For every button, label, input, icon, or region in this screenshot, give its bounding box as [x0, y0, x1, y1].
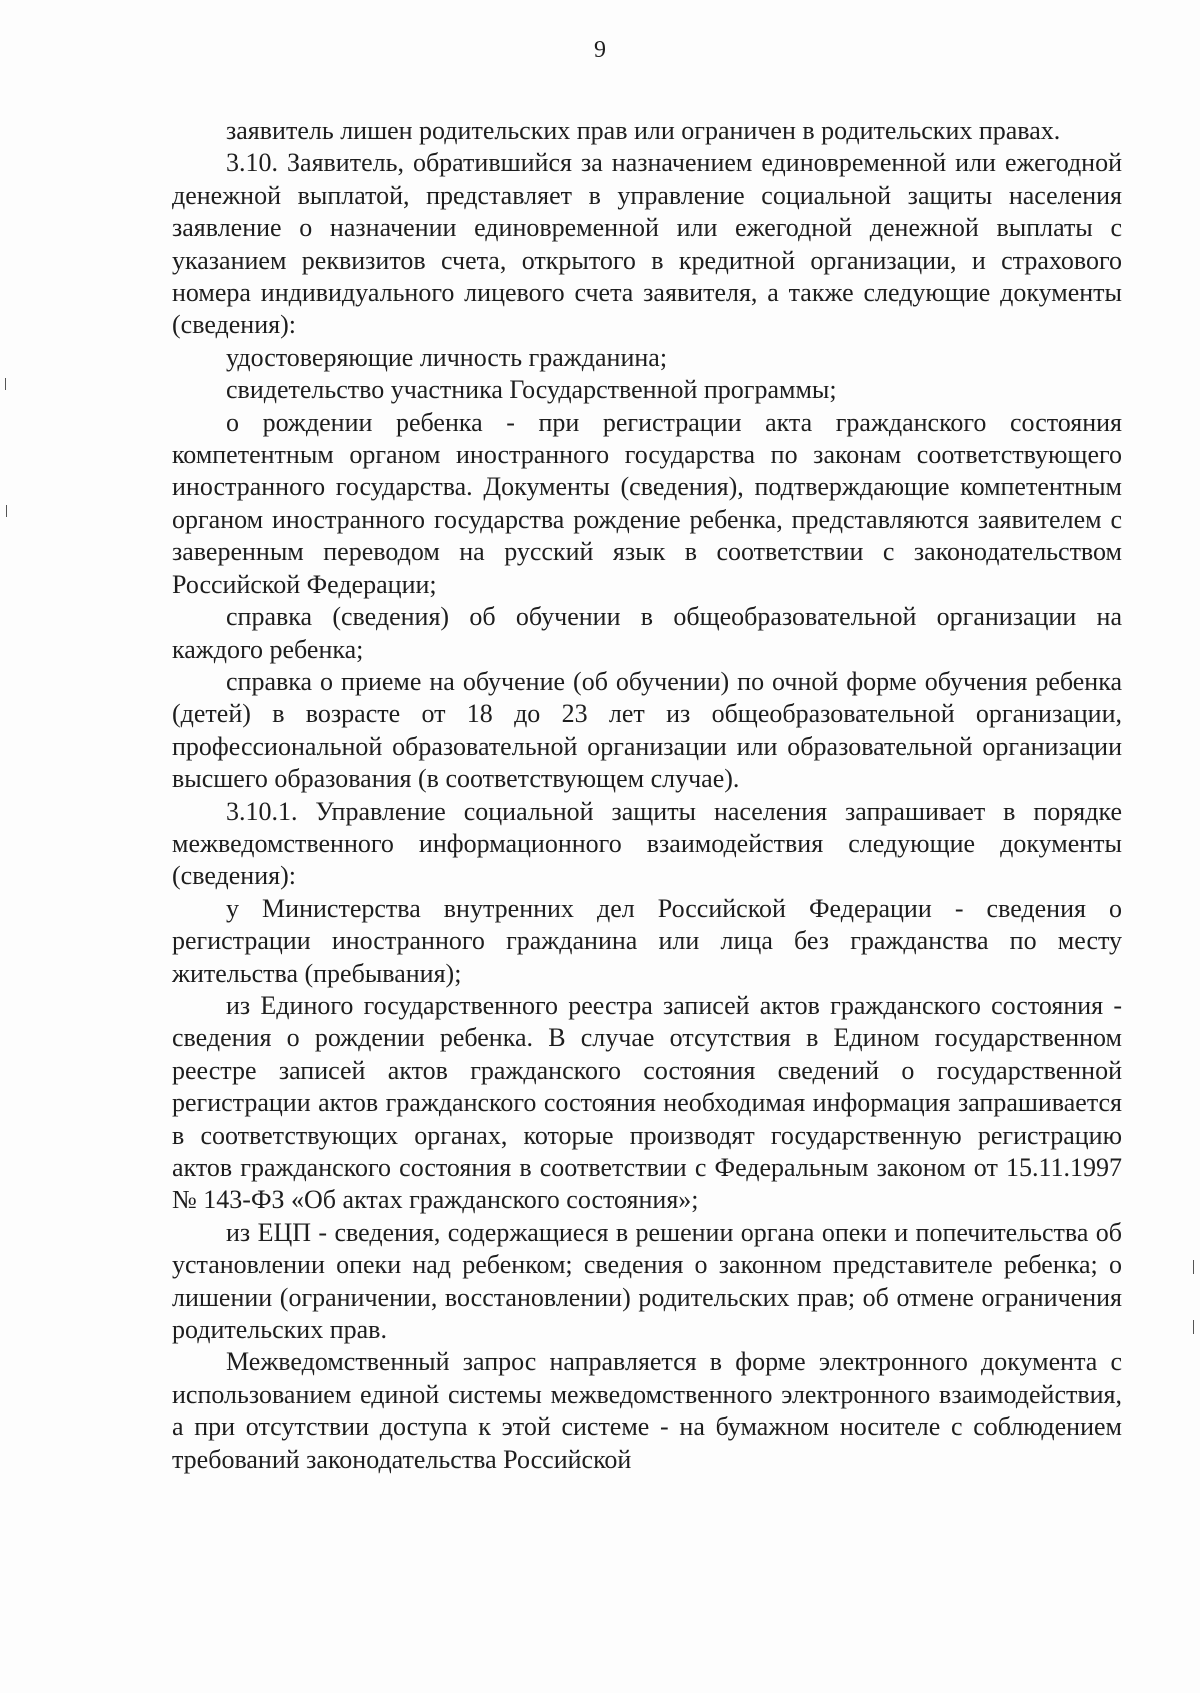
document-body	[172, 115, 1122, 1476]
list-item-certificate: свидетельство участника Государственной программы;	[226, 375, 837, 405]
paragraph-interagency-request: Межведомственный запрос направляется в форме электронного документа с использованием единой системы межведомственного электронного взаимодействия, а при отсутствии доступа к этой системе - на бумажном носителе с соблюдением требований законодательства Российской	[172, 1347, 1122, 1474]
scan-mark	[5, 378, 6, 390]
list-item-ecp: из ЕЦП - сведения, содержащиеся в решении органа опеки и попечительства об установлении опеки над ребенком; сведения о законном представителе ребенка; о лишении (ограничении, восстановлении) родительских прав; об отмене ограничения родительских прав.	[172, 1217, 1122, 1345]
paragraph-3-10-1: 3.10.1. Управление социальной защиты населения запрашивает в порядке межведомственного информационного взаимодействия следующие документы (сведения):	[172, 796, 1122, 891]
list-item-school-certificate: справка (сведения) об обучении в общеобразовательной организации на каждого ребенка;	[172, 602, 1122, 664]
list-item-birth: о рождении ребенка - при регистрации акта гражданского состояния компетентным органом иностранного государства по законам соответствующего иностранного государства. Документы (сведения), подтверждающие компетентным органом иностранного государства рождение ребенка, представляются заявителем с заверенным переводом на русский язык в соответствии с законодательством Российской Федерации;	[172, 407, 1122, 599]
paragraph-3-10: 3.10. Заявитель, обратившийся за назначением единовременной или ежегодной денежной выплатой, представляет в управление социальной защиты населения заявление о назначении единовременной или ежегодной денежной выплаты с указанием реквизитов счета, открытого в кредитной организации, и страхового номера индивидуального лицевого счета заявителя, а также следующие документы (сведения):	[172, 148, 1122, 340]
list-item-mvd: у Министерства внутренних дел Российской Федерации - сведения о регистрации иностранного гражданина или лица без гражданства по месту жительства (пребывания);	[172, 893, 1122, 988]
paragraph-continuation: заявитель лишен родительских прав или ограничен в родительских правах.	[226, 116, 1061, 145]
list-item-registry: из Единого государственного реестра записей актов гражданского состояния - сведения о рождении ребенка. В случае отсутствия в Едином государственном реестре записей актов гражданского состояния сведений о государственной регистрации актов гражданского состояния необходимая информация запрашивается в соответствующих органах, которые производят государственную регистрацию актов гражданского состояния в соответствии с Федеральным законом от 15.11.1997 № 143-ФЗ «Об актах гражданского состояния»;	[172, 990, 1122, 1215]
list-item-education-certificate: справка о приеме на обучение (об обучении) по очной форме обучения ребенка (детей) в возрасте от 18 до 23 лет из общеобразовательной организации, профессиональной образовательной организации или образовательной организации высшего образования (в соответствующем случае).	[172, 666, 1122, 794]
scan-mark	[1193, 1260, 1194, 1274]
list-item-identity: удостоверяющие личность гражданина;	[226, 342, 668, 372]
scan-mark	[1193, 1320, 1194, 1334]
scan-mark	[6, 505, 7, 517]
page-number: 9	[594, 37, 606, 63]
